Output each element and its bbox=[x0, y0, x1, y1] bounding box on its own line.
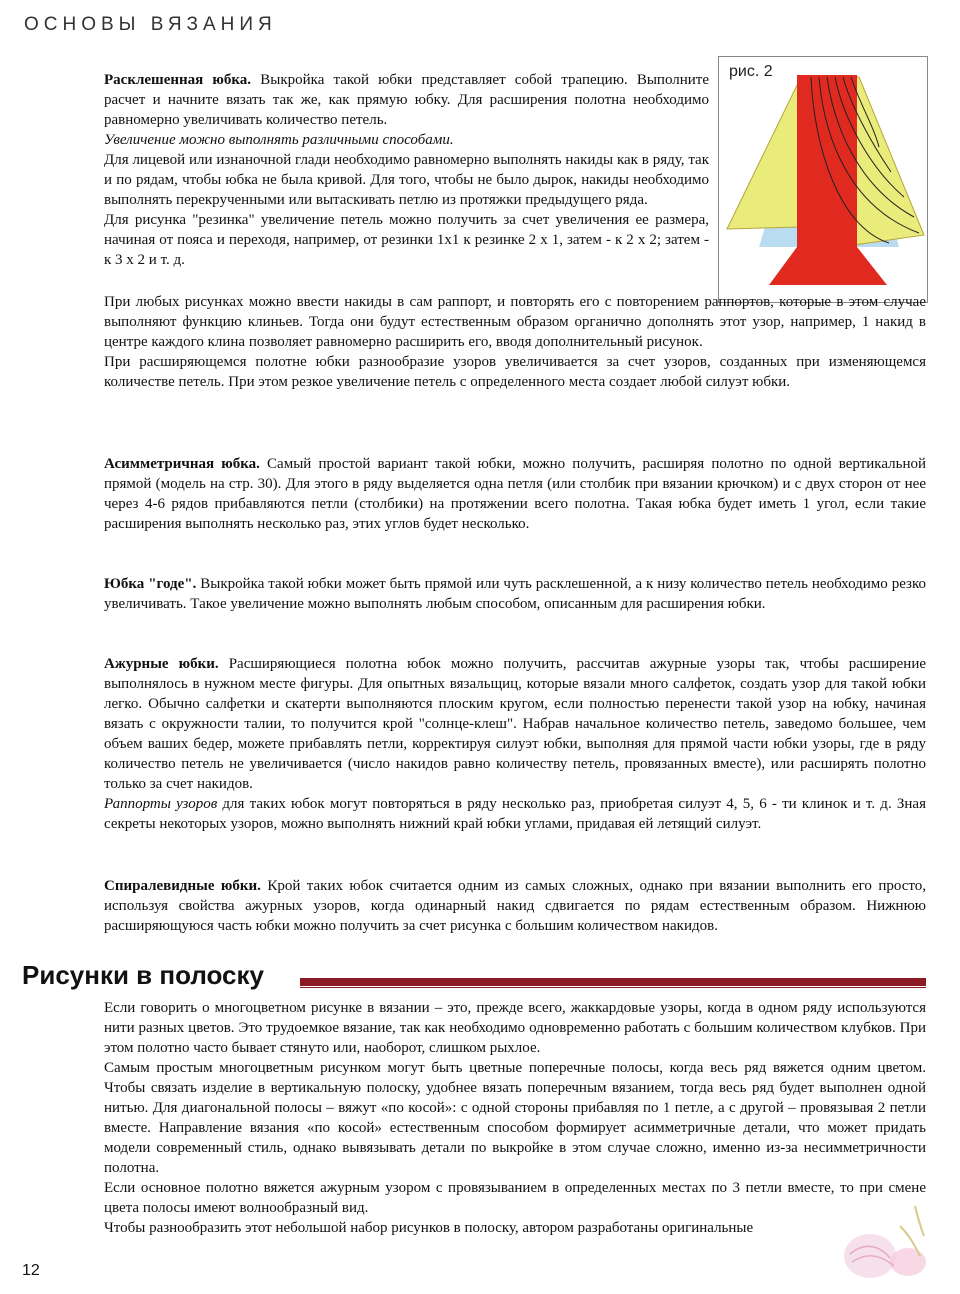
stripes-paragraph-4: Чтобы разнообразить этот небольшой набор рисунков в полоску, автором разработаны оригинальные bbox=[104, 1220, 754, 1236]
stripes-paragraph-2: Самым простым многоцветным рисунком могут быть цветные поперечные полосы, когда весь ряд вяжется одним цветом. Чтобы связать изделие в вертикальную полоску, удобнее вязать поперечным вязанием, тогда весь ряд будет выполнен одной нитью. Для диагональной полосы – вяжут «по косой»: с одной стороны прибавляя по 1 петле, а с другой – провязывая 2 петли вместе. Направление вязания «по косой» естественным способом формирует асимметричные детали, что может придать модели современный стиль, однако вывязывать детали по выкройке в этом случае сложно, именно из-за несимметричности полотна. bbox=[104, 1060, 926, 1176]
section-godet-skirt bbox=[104, 574, 926, 614]
skirt-base-red bbox=[769, 247, 887, 285]
skirt-panel-red bbox=[797, 75, 857, 247]
skirt-panel-yellow-left bbox=[727, 77, 809, 229]
flared-paragraph-1 bbox=[104, 70, 709, 130]
asymmetric-text: Самый простой вариант такой юбки, можно получить, расширяя полотно по одной вертикальной прямой (модель на стр. 30). Для этого в ряду выделяется одна петля (или столбик при вязании крючком) и с двух сторон от нее через 4-6 рядов прибавляются петли (столбики) на протяжении всего полотна. Такая юбка будет иметь 1 угол, если такие расширения выполнять несколько раз, этих углов будет несколько. bbox=[104, 456, 927, 532]
section-spiral-skirts bbox=[104, 876, 926, 936]
section-stripes bbox=[104, 998, 926, 1238]
flared-title: Расклешенная юбка. bbox=[104, 72, 252, 88]
flared-paragraph-4: При любых рисунках можно ввести накиды в сам раппорт, и повторять его с повторением раппортов, которые в этом случае выполняют функцию клиньев. Тогда они будут естественным образом органично дополнять этот узор, например, 1 накид в центре каждого клина позволяет равномерно расширить его, вводя дополнительный рисунок. bbox=[104, 294, 926, 350]
section-openwork-skirts bbox=[104, 654, 926, 834]
stripes-paragraph-3: Если основное полотно вяжется ажурным узором с провязыванием в определенных местах по 3 петли вместе, то при смене цвета полосы имеют волнообразный вид. bbox=[104, 1180, 926, 1216]
openwork-title: Ажурные юбки. bbox=[104, 656, 219, 672]
flared-paragraph-5: При расширяющемся полотне юбки разнообразие узоров увеличивается за счет узоров, созданных при изменяющемся количестве петель. При этом резкое увеличение петель с определенного места создает любой силуэт юбки. bbox=[104, 354, 926, 390]
figure-label: рис. 2 bbox=[729, 63, 773, 80]
stripes-paragraph-1: Если говорить о многоцветном рисунке в вязании – это, прежде всего, жаккардовые узоры, когда в одном ряду используются нити разных цветов. Это трудоемкое вязание, так как необходимо одновременно работать с большим количеством клубков. При этом полотно часто бывает стянуто или, наоборот, слишком рыхлое. bbox=[104, 1000, 926, 1056]
page-number: 12 bbox=[22, 1262, 40, 1279]
flared-italic: Увеличение можно выполнять различными способами. bbox=[104, 132, 454, 148]
godet-title: Юбка "годе". bbox=[104, 576, 197, 592]
skirt-figure bbox=[718, 56, 928, 303]
running-header: ОСНОВЫ ВЯЗАНИЯ bbox=[24, 14, 277, 35]
section-flared-continued bbox=[104, 292, 926, 392]
spiral-text: Крой таких юбок считается одним из самых сложных, однако при вязании выполнить его просто, используя свойства ажурных узоров, когда одинарный накид сдвигается по рядам естественным образом. Нижнюю расширяющуюся часть юбки можно получить за счет рисунка с большим количеством накидов. bbox=[104, 878, 926, 934]
flared-paragraph-3: Для рисунка "резинка" увеличение петель можно получить за счет увеличения ее размера, начиная от пояса и переходя, например, от резинки 1х1 к резинке 2 х 1, затем - к 2 х 2; затем - к 3 х 2 и т. д. bbox=[104, 212, 709, 268]
openwork-text-2: для таких юбок могут повторяться в ряду несколько раз, приобретая силуэт 4, 5, 6 - ти клинок и т. д. Зная секреты некоторых узоров, можно выполнять нижний край юбки углами, придавая ей летящий силуэт. bbox=[104, 796, 926, 832]
yarn-ball-icon bbox=[820, 1196, 940, 1286]
section-asymmetric-skirt bbox=[104, 454, 926, 534]
godet-text: Выкройка такой юбки может быть прямой или чуть расклешенной, а к низу количество петель необходимо резко увеличивать. Такое увеличение можно выполнять любым способом, описанным для расширения юбки. bbox=[104, 576, 926, 612]
heading-rule bbox=[300, 978, 926, 986]
flared-skirt-diagram bbox=[719, 57, 927, 302]
openwork-text-1: Расширяющиеся полотна юбок можно получить, рассчитав ажурные узоры так, чтобы расширение выполнялось в нужном месте фигуры. Для опытных вязальщиц, которые вязали много салфеток, создать узор для такой юбки легко. Обычно салфетки и скатерти выполняются плоским кругом, если полностью перенести такой узор на юбку, начиная вязать с окружности талии, то получится крой "солнце-клеш". Набрав начальное количество петель, заведомо большее, чем объем ваших бедер, можете прибавлять петли, корректируя силуэт юбки, выполняя для прямой части юбки узоры, где в ряду количество петель не увеличивается (число накидов равно количеству петель, провязанных вместе), или расширять полотно только за счет накидов. bbox=[104, 656, 927, 792]
flared-text-1: Выкройка такой юбки представляет собой трапецию. Выполните расчет и начните вязать так же, как прямую юбку. Для расширения полотна необходимо равномерно увеличивать количество петель. bbox=[104, 72, 710, 128]
stripes-heading: Рисунки в полоску bbox=[22, 960, 264, 990]
spiral-title: Спиралевидные юбки. bbox=[104, 878, 261, 894]
skirt-panel-yellow-right bbox=[847, 77, 924, 245]
section-flared-skirt bbox=[104, 70, 709, 270]
asymmetric-title: Асимметричная юбка. bbox=[104, 456, 260, 472]
openwork-italic: Раппорты узоров bbox=[104, 796, 218, 812]
flared-paragraph-2: Для лицевой или изнаночной глади необходимо равномерно выполнять накиды как в ряду, так и по рядам, чтобы юбка не была кривой. Для того, чтобы не было дырок, накиды необходимо выполнять перекрученными или вытаскивать петлю из протяжки предыдущего ряда. bbox=[104, 152, 709, 208]
